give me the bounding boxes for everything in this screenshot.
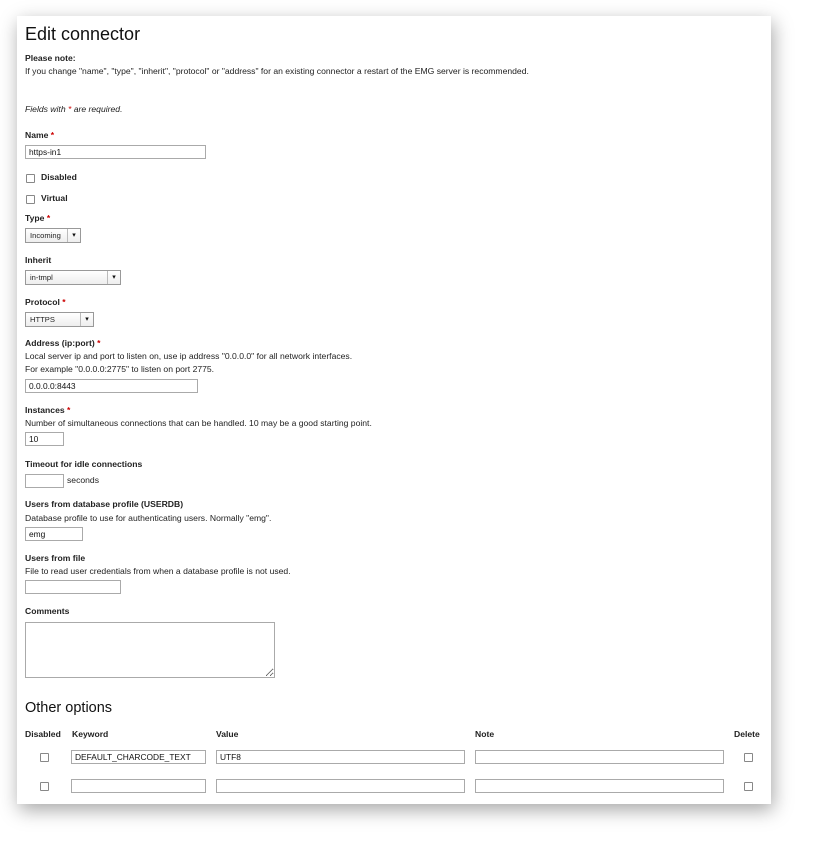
inherit-select-value: in-tmpl: [30, 273, 53, 282]
row-keyword-input[interactable]: [71, 750, 206, 764]
userdb-help: Database profile to use for authenticating users. Normally "emg".: [25, 513, 272, 523]
type-select-value: Incoming: [30, 231, 61, 240]
edit-connector-panel: [17, 16, 771, 804]
userdb-input[interactable]: [25, 527, 83, 541]
required-star: *: [97, 338, 101, 348]
type-select[interactable]: [25, 228, 81, 243]
instances-label: [25, 405, 70, 416]
other-options-title: Other options: [25, 700, 113, 716]
comments-label: Comments: [25, 606, 70, 616]
chevron-down-icon: ▾: [80, 313, 93, 326]
virtual-checkbox[interactable]: [26, 195, 35, 204]
address-label: [25, 338, 100, 349]
row-delete-checkbox[interactable]: [744, 753, 753, 762]
required-suffix: are required.: [73, 104, 123, 114]
protocol-label-text: Protocol: [25, 297, 60, 307]
note-heading: Please note:: [25, 53, 76, 63]
column-header-value: Value: [216, 729, 239, 739]
protocol-select-value: HTTPS: [30, 315, 55, 324]
required-prefix: Fields with: [25, 104, 66, 114]
note-text: If you change "name", "type", "inherit", "protocol" or "address" for an existing connector a restart of the EMG server is recommended.: [25, 66, 529, 76]
required-star: *: [67, 405, 71, 415]
address-label-text: Address (ip:port): [25, 338, 95, 348]
type-label-text: Type: [25, 213, 45, 223]
column-header-delete: Delete: [734, 729, 760, 739]
row-value-input[interactable]: [216, 779, 465, 793]
instances-input[interactable]: [25, 432, 64, 446]
type-label: [25, 213, 50, 224]
name-input[interactable]: [25, 145, 206, 159]
row-note-input[interactable]: [475, 750, 724, 764]
comments-textarea[interactable]: [25, 622, 275, 678]
column-header-keyword: Keyword: [72, 729, 109, 739]
instances-help: Number of simultaneous connections that can be handled. 10 may be a good starting point.: [25, 418, 372, 428]
required-note: [25, 104, 122, 115]
instances-label-text: Instances: [25, 405, 65, 415]
row-disabled-checkbox[interactable]: [40, 782, 49, 791]
inherit-select[interactable]: [25, 270, 121, 285]
chevron-down-icon: ▾: [107, 271, 120, 284]
address-help-1: Local server ip and port to listen on, use ip address "0.0.0.0" for all network interfaces.: [25, 351, 353, 361]
timeout-unit: seconds: [67, 475, 100, 485]
userfile-label: Users from file: [25, 553, 86, 563]
column-header-note: Note: [475, 729, 495, 739]
userdb-label: Users from database profile (USERDB): [25, 499, 184, 509]
required-star: *: [67, 104, 72, 114]
disabled-label: Disabled: [41, 172, 77, 182]
timeout-input[interactable]: [25, 474, 64, 488]
name-label: [25, 130, 54, 141]
timeout-label: Timeout for idle connections: [25, 459, 143, 469]
protocol-label: [25, 297, 66, 308]
page-title: Edit connector: [25, 24, 141, 44]
column-header-disabled: Disabled: [25, 729, 61, 739]
protocol-select[interactable]: [25, 312, 94, 327]
row-keyword-input[interactable]: [71, 779, 206, 793]
row-disabled-checkbox[interactable]: [40, 753, 49, 762]
address-input[interactable]: [25, 379, 198, 393]
virtual-label: Virtual: [41, 193, 68, 203]
table-row: [17, 778, 771, 796]
chevron-down-icon: ▾: [67, 229, 80, 242]
required-star: *: [46, 213, 51, 223]
row-note-input[interactable]: [475, 779, 724, 793]
row-value-input[interactable]: [216, 750, 465, 764]
required-star: *: [62, 297, 66, 307]
userfile-input[interactable]: [25, 580, 121, 594]
disabled-checkbox[interactable]: [26, 174, 35, 183]
row-delete-checkbox[interactable]: [744, 782, 753, 791]
inherit-label: Inherit: [25, 255, 52, 265]
required-star: *: [50, 130, 55, 140]
address-help-2: For example "0.0.0.0:2775" to listen on port 2775.: [25, 364, 215, 374]
table-row: [17, 749, 771, 767]
name-label-text: Name: [25, 130, 49, 140]
userfile-help: File to read user credentials from when a database profile is not used.: [25, 566, 291, 576]
